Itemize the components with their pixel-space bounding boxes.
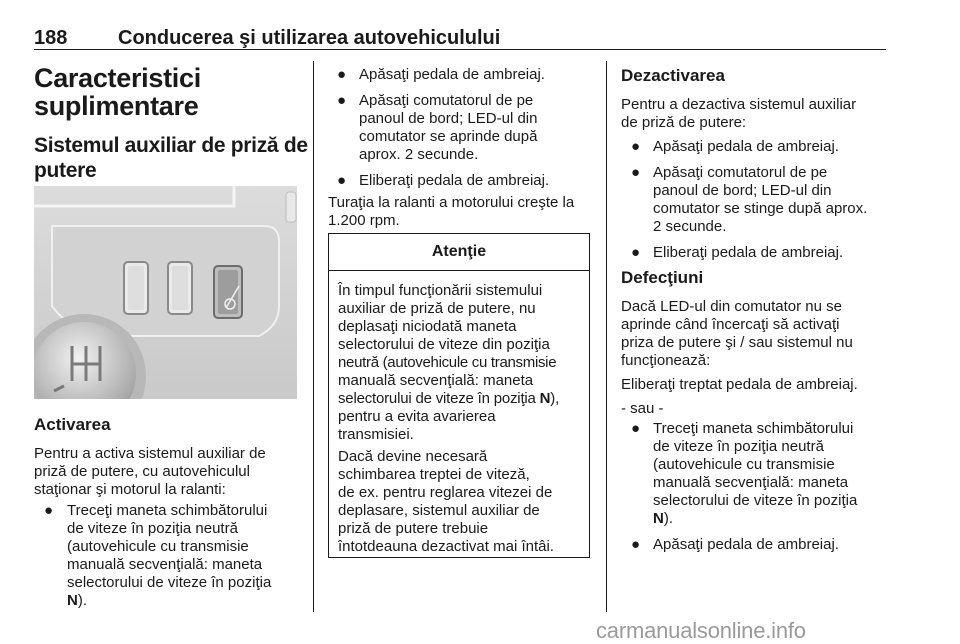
warning-line: priză de putere trebuie (338, 520, 489, 537)
faults-line: funcţionează: (621, 352, 711, 369)
bullet-text-line: (autovehicule cu transmisie (67, 538, 249, 555)
bullet-text-line: panoul de bord; LED-ul din (653, 182, 832, 199)
bullet-text-line: de viteze în poziţia neutră (653, 438, 824, 455)
warning-line: selectorului de viteze din poziţia (338, 336, 550, 353)
bullet-text-line (653, 510, 673, 528)
warning-line: întotdeauna dezactivat mai întâi. (338, 538, 554, 555)
bullet-text-line: panoul de bord; LED-ul din (359, 110, 538, 127)
warning-box (328, 233, 590, 558)
gear-n-label: N (539, 390, 551, 407)
page-number: 188 (34, 27, 68, 49)
bullet-icon: ● (631, 138, 641, 155)
bullet-icon: ● (631, 536, 641, 553)
warning-line: În timpul funcţionării sistemului (338, 282, 543, 299)
warning-text: selectorului de viteze în poziţia (338, 390, 540, 407)
page-header (34, 27, 886, 51)
or-line: - sau - (621, 400, 664, 417)
dashboard-switch-illustration (34, 186, 297, 399)
faults-line: aprinde când încercaţi să activaţi (621, 316, 840, 333)
rpm-line: 1.200 rpm. (328, 212, 400, 229)
bullet-icon: ● (631, 164, 641, 181)
deactivation-heading: Dezactivarea (621, 66, 725, 85)
bullet-icon: ● (337, 172, 347, 189)
warning-line: Dacă devine necesară (338, 448, 488, 465)
warning-line: deplasare, sistemul auxiliar de (338, 502, 540, 519)
faults-heading: Defecţiuni (621, 268, 704, 287)
release-line: Eliberaţi treptat pedala de ambreiaj. (621, 376, 858, 393)
bullet-text-line: selectorului de viteze în poziţia (67, 574, 272, 591)
section-heading-line2: suplimentare (34, 91, 199, 121)
bullet-text-line: manuală secvenţială: maneta (653, 474, 849, 491)
bullet-text-line: 2 secunde. (653, 218, 727, 235)
faults-line: Dacă LED-ul din comutator nu se (621, 298, 842, 315)
section-heading-line1: Caracteristici (34, 63, 201, 93)
bullet-text-line: selectorului de viteze în poziţia (653, 492, 858, 509)
bullet-text-line: (autovehicule cu transmisie (653, 456, 835, 473)
bullet-text-line: Apăsaţi comutatorul de pe (653, 164, 828, 181)
bullet-tail: ). (663, 510, 674, 527)
bullet-text-line: manuală secvenţială: maneta (67, 556, 263, 573)
column-divider-2 (606, 61, 607, 612)
bullet-text-line: de viteze în poziţia neutră (67, 520, 238, 537)
warning-title: Atenţie (329, 234, 589, 271)
bullet-icon: ● (337, 66, 347, 83)
bullet-text-line: Apăsaţi pedala de ambreiaj. (653, 138, 839, 155)
warning-line: schimbarea treptei de viteză, (338, 466, 530, 483)
subsection-heading-line1: Sistemul auxiliar de priză de (34, 134, 308, 157)
warning-line: neutră (autovehicule cu transmisie (338, 354, 557, 371)
warning-line: deplasaţi niciodată maneta (338, 318, 517, 335)
warning-line: de ex. pentru reglarea vitezei de (338, 484, 553, 501)
warning-line: auxiliar de priză de putere, nu (338, 300, 536, 317)
bullet-text-line: comutator se aprinde după (359, 128, 538, 145)
intro-line: Pentru a activa sistemul auxiliar de (34, 445, 266, 462)
bullet-text-line: Treceţi maneta schimbătorului (67, 502, 268, 519)
deact-intro-line: de priză de putere: (621, 114, 747, 131)
pto-switch-photo (34, 186, 297, 399)
bullet-text-line: Apăsaţi pedala de ambreiaj. (359, 66, 545, 83)
warning-line: manuală secvenţială: maneta (338, 372, 534, 389)
bullet-text-line: Eliberaţi pedala de ambreiaj. (653, 244, 844, 261)
faults-line: priza de putere şi / sau sistemul nu (621, 334, 853, 351)
warning-line (338, 390, 559, 408)
bullet-icon: ● (631, 244, 641, 261)
warning-line: pentru a evita avarierea (338, 408, 496, 425)
bullet-text-line: comutator se stinge după aprox. (653, 200, 868, 217)
header-rule (34, 49, 886, 50)
bullet-text-line: Eliberaţi pedala de ambreiaj. (359, 172, 550, 189)
column-divider-1 (313, 61, 314, 612)
activation-heading: Activarea (34, 415, 111, 434)
rpm-line: Turaţia la ralanti a motorului creşte la (328, 194, 575, 211)
deact-intro-line: Pentru a dezactiva sistemul auxiliar (621, 96, 857, 113)
bullet-icon: ● (337, 92, 347, 109)
gear-n-label: N (653, 510, 664, 527)
bullet-text-line (67, 592, 87, 610)
bullet-text-line: Apăsaţi comutatorul de pe (359, 92, 534, 109)
intro-line: priză de putere, cu autovehiculul (34, 463, 250, 480)
warning-line: transmisiei. (338, 426, 414, 443)
bullet-text-line: Treceţi maneta schimbătorului (653, 420, 854, 437)
bullet-text-line: aprox. 2 secunde. (359, 146, 479, 163)
bullet-text-line: Apăsaţi pedala de ambreiaj. (653, 536, 839, 553)
bullet-tail: ). (77, 592, 88, 609)
subsection-heading-line2: putere (34, 159, 97, 182)
intro-line: staţionar şi motorul la ralanti: (34, 481, 226, 498)
bullet-icon: ● (44, 502, 54, 519)
page-title: Conducerea şi utilizarea autovehiculului (118, 27, 501, 49)
bullet-icon: ● (631, 420, 641, 437)
watermark: carmanualsonline.info (596, 618, 806, 643)
gear-n-label: N (67, 592, 78, 609)
warning-text: ), (550, 390, 560, 407)
